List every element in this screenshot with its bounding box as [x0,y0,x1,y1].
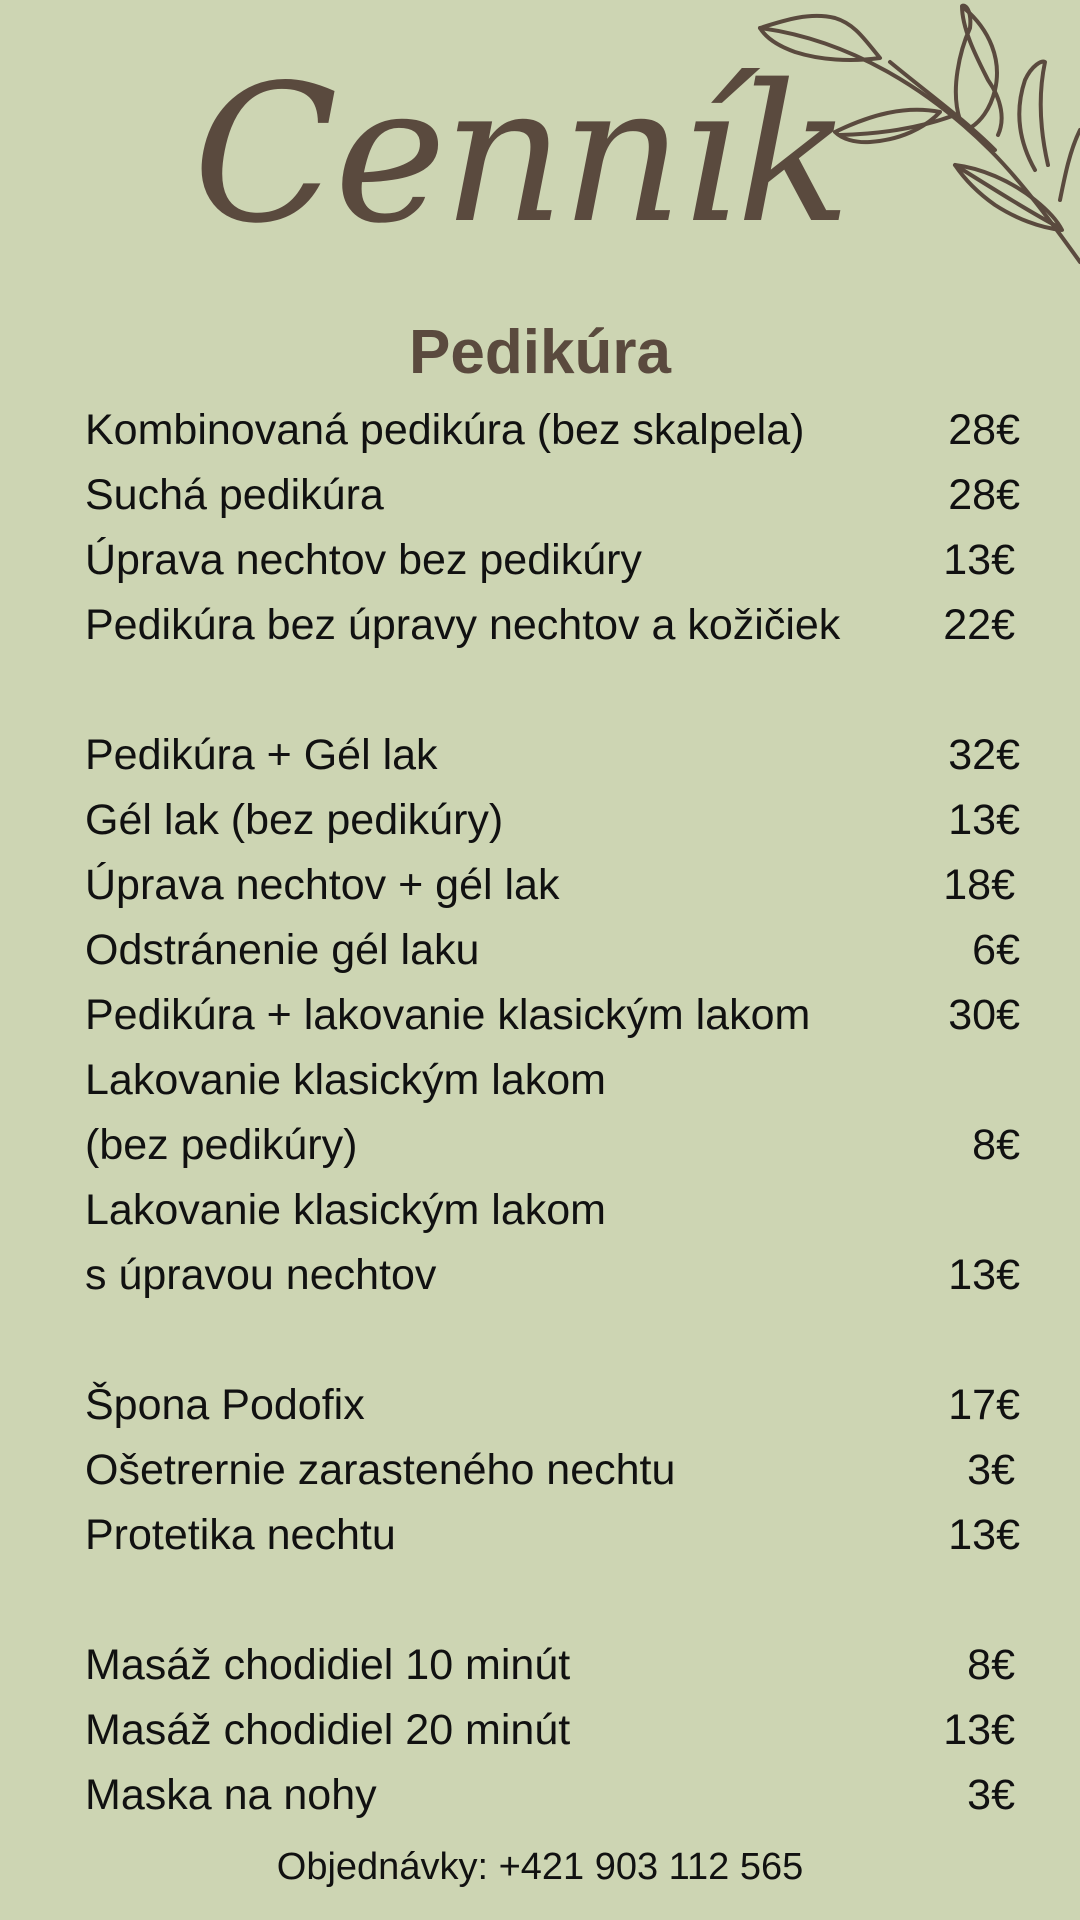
item-price: 8€ [972,1121,1020,1169]
item-name: Pedikúra + lakovanie klasickým lakom [85,991,811,1039]
list-item [85,1373,1020,1438]
list-item [85,593,1020,658]
item-name: Pedikúra + Gél lak [85,731,438,779]
list-item [85,1048,1020,1178]
item-price: 13€ [948,796,1020,844]
item-price: 3€ [967,1446,1015,1494]
item-price: 17€ [948,1381,1020,1429]
item-price: 13€ [943,1706,1015,1754]
item-price: 22€ [943,601,1015,649]
item-name: Úprava nechtov + gél lak [85,861,560,909]
order-contact: Objednávky: +421 903 112 565 [276,1846,804,1888]
item-price: 6€ [972,926,1020,974]
spacer [85,1568,1020,1633]
item-name-continued: (bez pedikúry) [85,1121,358,1169]
item-name: Masáž chodidiel 10 minút [85,1641,571,1689]
list-item [85,918,1020,983]
spacer [85,658,1020,723]
item-name: Suchá pedikúra [85,471,384,519]
list-item [85,1698,1020,1763]
item-price: 28€ [948,406,1020,454]
item-price: 3€ [967,1771,1015,1819]
section-title: Pedikúra [409,318,671,387]
spacer [85,1308,1020,1373]
item-price: 28€ [948,471,1020,519]
item-price: 32€ [948,731,1020,779]
item-name-continued: s úpravou nechtov [85,1251,437,1299]
item-name: Lakovanie klasickým lakom [85,1056,606,1104]
list-item [85,528,1020,593]
page-title: Cenník [192,44,848,265]
item-price: 13€ [948,1251,1020,1299]
item-name: Masáž chodidiel 20 minút [85,1706,571,1754]
list-item [85,1178,1020,1308]
item-name: Maska na nohy [85,1771,377,1819]
item-price: 13€ [948,1511,1020,1559]
item-name: Úprava nechtov bez pedikúry [85,536,642,584]
item-price: 13€ [943,536,1015,584]
list-item [85,1503,1020,1568]
item-name: Gél lak (bez pedikúry) [85,796,504,844]
list-item [85,1633,1020,1698]
item-name: Kombinovaná pedikúra (bez skalpela) [85,406,805,454]
item-name: Ošetrernie zarasteného nechtu [85,1446,676,1494]
item-name: Pedikúra bez úpravy nechtov a kožičiek [85,601,841,649]
item-price: 18€ [943,861,1015,909]
price-list [85,398,1020,1828]
list-item [85,1763,1020,1828]
item-name: Lakovanie klasickým lakom [85,1186,606,1234]
list-item [85,983,1020,1048]
list-item [85,853,1020,918]
list-item [85,398,1020,463]
item-name: Špona Podofix [85,1381,365,1429]
item-name: Protetika nechtu [85,1511,396,1559]
list-item [85,723,1020,788]
item-name: Odstránenie gél laku [85,926,480,974]
list-item [85,788,1020,853]
item-price: 30€ [948,991,1020,1039]
item-price: 8€ [967,1641,1015,1689]
list-item [85,1438,1020,1503]
list-item [85,463,1020,528]
